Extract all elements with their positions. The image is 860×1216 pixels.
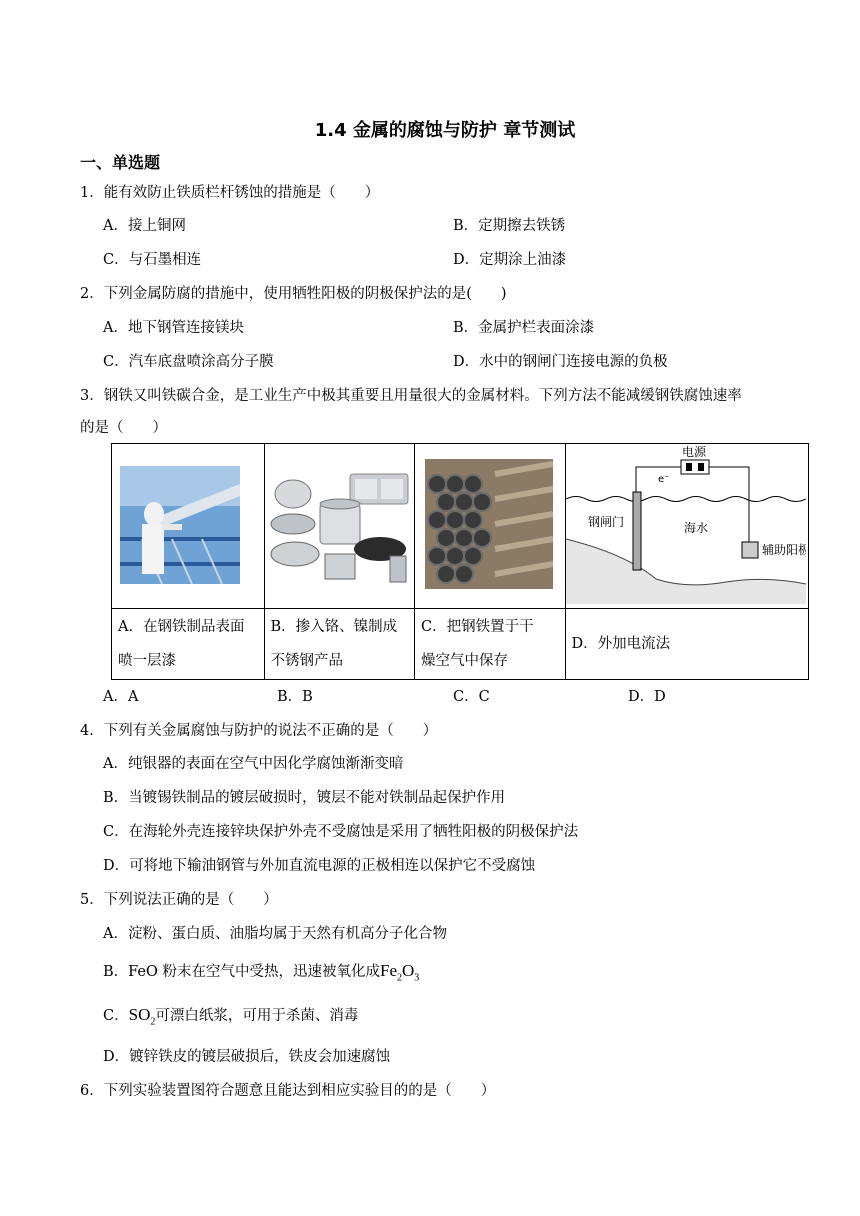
- q1-option-c[interactable]: C．与石墨相连: [103, 252, 202, 268]
- q3-option-a[interactable]: A．A: [103, 689, 139, 705]
- formula-o: O: [402, 961, 415, 980]
- q5-stem: 5．下列说法正确的是（ ）: [80, 892, 278, 908]
- q3-stem-line1: 3．钢铁又叫铁碳合金，是工业生产中极其重要且用量很大的金属材料。下列方法不能减缓钢铁腐蚀速率: [80, 388, 742, 404]
- q5-option-d[interactable]: D．镀锌铁皮的镀层破损后，铁皮会加速腐蚀: [103, 1049, 391, 1065]
- formula-fe: Fe: [380, 961, 397, 980]
- q3-option-c[interactable]: C．C: [453, 689, 490, 705]
- formula-sub-so2: 2: [150, 1016, 156, 1028]
- impressed-current-diagram: [566, 444, 806, 604]
- q3-image-c: [415, 444, 566, 609]
- q3-caption-c: [415, 609, 566, 680]
- formula-sub-3: 3: [414, 972, 420, 984]
- q2-option-c[interactable]: C．汽车底盘喷涂高分子膜: [103, 354, 274, 370]
- q3-caption-b: [264, 609, 415, 680]
- diagram-power-label: 电源: [681, 445, 706, 459]
- q6-stem: 6．下列实验装置图符合题意且能达到相应实验目的的是（ ）: [80, 1083, 496, 1099]
- q5-option-c[interactable]: [103, 1004, 358, 1027]
- q5-option-c-letter: C．: [103, 1008, 129, 1024]
- diagram-gate-label: 钢闸门: [587, 515, 624, 529]
- diagram-sea-label: 海水: [683, 521, 708, 535]
- q4-stem: 4．下列有关金属腐蚀与防护的说法不正确的是（ ）: [80, 723, 438, 739]
- q5-option-c-text: 可漂白纸浆，可用于杀菌、消毒: [155, 1008, 359, 1024]
- diagram-electron-label: e⁻: [657, 474, 669, 485]
- q3-image-table: [111, 443, 809, 680]
- q4-option-b[interactable]: B．当镀锡铁制品的镀层破损时，镀层不能对铁制品起保护作用: [103, 790, 506, 806]
- q3-caption-d: [565, 609, 808, 680]
- q2-option-b[interactable]: B．金属护栏表面涂漆: [453, 320, 595, 336]
- q3-image-a: [112, 444, 265, 609]
- stainless-cookware-image: [265, 444, 413, 604]
- q3-caption-a: [112, 609, 265, 680]
- q5-option-b-text: B．FeO 粉末在空气中受热，迅速被氧化成: [103, 964, 380, 980]
- q3-caption-b-line1: B．掺入铬、镍制成: [270, 619, 398, 635]
- q3-image-d: [565, 444, 808, 609]
- formula-so: SO: [128, 1005, 151, 1024]
- q1-option-b[interactable]: B．定期擦去铁锈: [453, 218, 566, 234]
- q3-caption-d-line1: D．外加电流法: [571, 636, 671, 652]
- painting-worker-image: [112, 444, 262, 604]
- q2-option-a[interactable]: A．地下钢管连接镁块: [103, 320, 244, 336]
- q4-option-d[interactable]: D．可将地下输油钢管与外加直流电源的正极相连以保护它不受腐蚀: [103, 858, 536, 874]
- q3-caption-c-line2: 燥空气中保存: [421, 653, 509, 669]
- steel-pipes-image: [415, 444, 563, 604]
- q1-option-d[interactable]: D．定期涂上油漆: [453, 252, 567, 268]
- diagram-anode-label: 辅助阳极: [761, 543, 806, 557]
- q1-option-a[interactable]: A．接上铜网: [103, 218, 186, 234]
- q3-image-b: [264, 444, 415, 609]
- formula-fe2o3: [380, 961, 420, 984]
- q3-option-d[interactable]: D．D: [628, 689, 666, 705]
- q4-option-c[interactable]: C．在海轮外壳连接锌块保护外壳不受腐蚀是采用了牺牲阳极的阴极保护法: [103, 824, 579, 840]
- q5-option-a[interactable]: A．淀粉、蛋白质、油脂均属于天然有机高分子化合物: [103, 926, 447, 942]
- formula-so2: [128, 1005, 156, 1028]
- q3-caption-b-line2: 不锈钢产品: [270, 653, 344, 669]
- q2-option-d[interactable]: D．水中的钢闸门连接电源的负极: [453, 354, 668, 370]
- page-title: 1.4 金属的腐蚀与防护 章节测试: [314, 120, 576, 141]
- q3-caption-a-line1: A．在钢铁制品表面: [118, 619, 245, 635]
- q5-option-b[interactable]: [103, 960, 419, 983]
- q3-caption-a-line2: 喷一层漆: [118, 653, 176, 669]
- q3-option-b[interactable]: B．B: [277, 689, 313, 705]
- formula-sub-2: 2: [397, 972, 402, 984]
- q4-option-a[interactable]: A．纯银器的表面在空气中因化学腐蚀渐渐变暗: [103, 756, 404, 772]
- q3-caption-c-line1: C．把钢铁置于干: [421, 619, 534, 635]
- section-heading: 一、单选题: [80, 153, 161, 172]
- q2-stem: 2．下列金属防腐的措施中，使用牺牲阳极的阴极保护法的是( ): [80, 286, 507, 302]
- q1-stem: 1．能有效防止铁质栏杆锈蚀的措施是（ ）: [80, 185, 380, 201]
- q3-stem-line2: 的是（ ）: [80, 420, 167, 436]
